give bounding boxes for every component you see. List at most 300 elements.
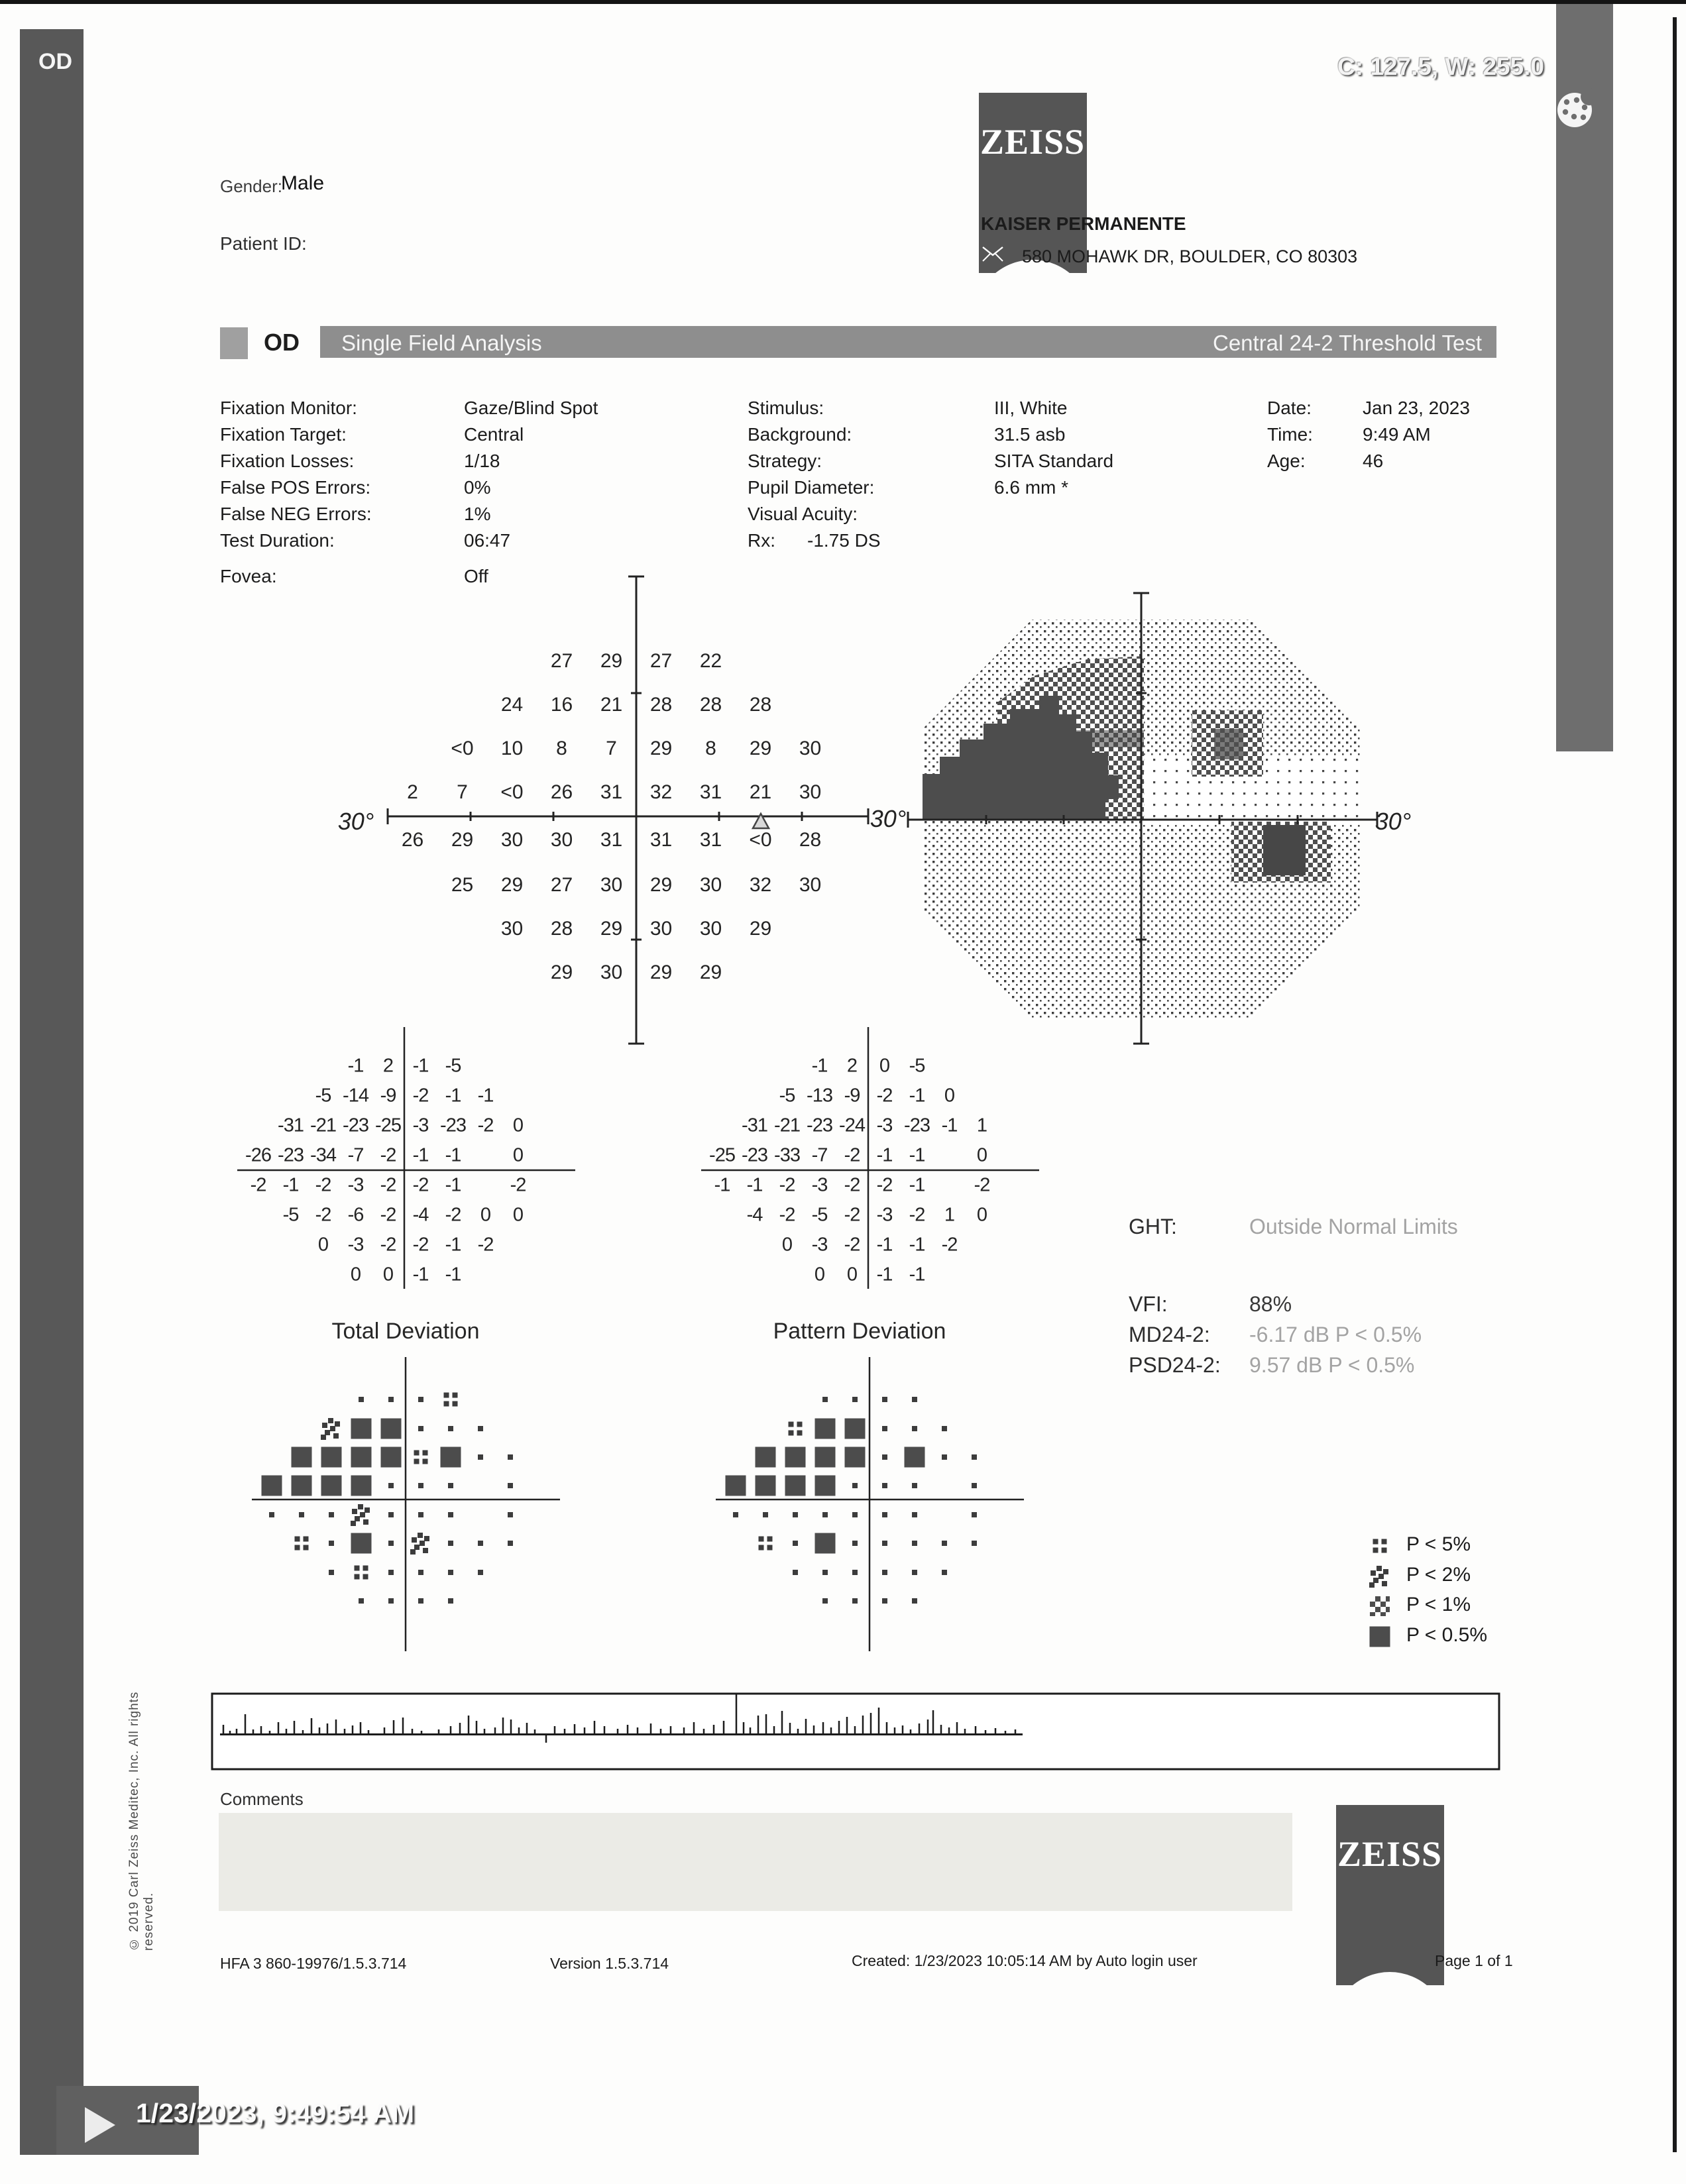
param-label: Rx: [748, 530, 775, 551]
total-deviation-value: -26 [245, 1144, 271, 1166]
td-prob-symbol-d [478, 1570, 483, 1575]
pattern-deviation-value: -23 [904, 1115, 930, 1136]
threshold-value: 8 [556, 737, 567, 759]
pd-prob-symbol-p05 [815, 1533, 835, 1554]
td-prob-symbol-p05 [351, 1419, 371, 1439]
pd-prob-symbol-d [822, 1598, 828, 1604]
status-bar-timestamp[interactable]: 1/23/2023, 9:49:54 AM [136, 2098, 415, 2128]
param-value: Off [464, 566, 488, 586]
td-prob-symbol-p5 [443, 1393, 457, 1407]
pattern-deviation-value: -24 [839, 1115, 865, 1136]
pd-prob-symbol-d [912, 1570, 917, 1575]
total-deviation-value: -2 [315, 1174, 331, 1196]
total-deviation-value: -4 [412, 1204, 429, 1226]
td-prob-symbol-d [388, 1570, 394, 1575]
pd-prob-symbol-d [822, 1570, 828, 1575]
pattern-deviation-value: -5 [811, 1204, 828, 1226]
threshold-value: 31 [600, 829, 623, 851]
pattern-deviation-value: -2 [941, 1234, 958, 1256]
pd-prob-symbol-p05 [815, 1476, 835, 1496]
threshold-value: <0 [500, 781, 524, 803]
td-prob-symbol-d [508, 1541, 513, 1546]
pd-prob-symbol-p05 [755, 1476, 775, 1496]
eye-corner-label: OD [38, 49, 72, 74]
td-prob-symbol-p05 [321, 1447, 341, 1468]
total-deviation-value: 0 [480, 1204, 491, 1226]
pattern-deviation-value: 0 [781, 1234, 793, 1256]
pd-prob-symbol-d [822, 1512, 828, 1517]
pattern-deviation-value: -2 [876, 1174, 893, 1196]
pd-prob-symbol-d [912, 1512, 917, 1517]
threshold-value: 29 [600, 650, 623, 672]
pd-prob-symbol-d [972, 1454, 977, 1460]
param-label: Fixation Target: [220, 424, 347, 445]
td-prob-symbol-d [418, 1397, 423, 1402]
pattern-deviation-value: -1 [811, 1055, 828, 1077]
td-prob-symbol-d [448, 1570, 453, 1575]
td-prob-symbol-d [388, 1397, 394, 1402]
pattern-deviation-value: -31 [742, 1115, 767, 1136]
pd-prob-symbol-d [882, 1598, 887, 1604]
td-prob-symbol-d [418, 1570, 423, 1575]
pd-prob-symbol-d [822, 1397, 828, 1402]
threshold-value: 30 [799, 737, 822, 759]
threshold-value: 31 [699, 781, 722, 803]
legend-symbol-p2 [1369, 1566, 1390, 1587]
threshold-value: 25 [451, 874, 474, 896]
td-prob-symbol-d [388, 1598, 394, 1604]
legend-label: P < 2% [1406, 1564, 1471, 1586]
threshold-value: 29 [749, 918, 772, 940]
total-deviation-value: -21 [310, 1115, 336, 1136]
td-prob-symbol-p2 [321, 1418, 342, 1439]
pattern-deviation-value: -2 [844, 1174, 860, 1196]
param-label: Age: [1267, 451, 1306, 471]
pattern-deviation-value: -1 [746, 1174, 763, 1196]
total-deviation-value: -9 [380, 1085, 396, 1107]
param-label: Date: [1267, 398, 1312, 418]
param-value: Jan 23, 2023 [1363, 398, 1470, 418]
td-prob-symbol-d [359, 1397, 364, 1402]
td-prob-symbol-d [448, 1598, 453, 1604]
threshold-value: 30 [500, 918, 524, 940]
param-value: 31.5 asb [994, 424, 1066, 445]
threshold-value: 30 [550, 829, 573, 851]
pattern-deviation-value: -2 [844, 1204, 860, 1226]
param-label: False NEG Errors: [220, 504, 372, 524]
pattern-deviation-value: 0 [976, 1204, 987, 1226]
total-deviation-value: -3 [412, 1115, 429, 1136]
threshold-value: 7 [606, 737, 617, 759]
td-prob-symbol-p05 [351, 1533, 371, 1554]
param-value: 1/18 [464, 451, 500, 471]
td-prob-symbol-d [448, 1483, 453, 1488]
param-value: 9:49 AM [1363, 424, 1431, 445]
td-prob-symbol-d [418, 1512, 423, 1517]
threshold-value: 31 [600, 781, 623, 803]
md-label: MD24-2: [1129, 1323, 1210, 1346]
pattern-deviation-value: -1 [876, 1234, 893, 1256]
header-eye-label: OD [264, 329, 300, 356]
total-deviation-value: -23 [343, 1115, 368, 1136]
pd-prob-symbol-p05 [815, 1447, 835, 1468]
total-deviation-value: -1 [445, 1174, 461, 1196]
pattern-deviation-value: -23 [742, 1144, 767, 1166]
td-prob-symbol-d [478, 1541, 483, 1546]
total-deviation-value: -23 [278, 1144, 304, 1166]
pd-prob-symbol-p05 [785, 1476, 805, 1496]
envelope-icon [982, 246, 1003, 262]
pattern-deviation-value: -1 [941, 1115, 958, 1136]
axis-30deg-label-right: 30° [1375, 808, 1412, 835]
pattern-deviation-value: 1 [944, 1204, 955, 1226]
threshold-value: 10 [500, 737, 524, 759]
pattern-deviation-value: -7 [811, 1144, 828, 1166]
comments-box [219, 1813, 1292, 1911]
total-deviation-value: -34 [310, 1144, 336, 1166]
threshold-value: 28 [550, 918, 573, 940]
td-prob-symbol-d [359, 1598, 364, 1604]
pattern-deviation-value: -1 [909, 1234, 925, 1256]
pd-prob-symbol-p05 [844, 1419, 865, 1439]
total-deviation-value: 0 [512, 1204, 524, 1226]
total-deviation-value: -2 [380, 1144, 396, 1166]
total-deviation-value: -1 [445, 1264, 461, 1285]
gender-value: Male [281, 172, 325, 194]
threshold-value: 29 [749, 737, 772, 759]
total-deviation-value: -2 [412, 1174, 429, 1196]
total-deviation-value: 0 [512, 1115, 524, 1136]
pattern-deviation-value: 0 [879, 1055, 890, 1077]
total-deviation-value: -1 [412, 1144, 429, 1166]
param-label: Fixation Losses: [220, 451, 355, 471]
pattern-deviation-title: Pattern Deviation [773, 1319, 946, 1344]
pd-prob-symbol-d [972, 1483, 977, 1488]
total-deviation-value: -5 [282, 1204, 299, 1226]
threshold-value: 30 [699, 874, 722, 896]
threshold-value: 30 [799, 874, 822, 896]
total-deviation-value: -2 [380, 1204, 396, 1226]
total-deviation-value: -1 [412, 1055, 429, 1077]
total-deviation-value: 0 [350, 1264, 361, 1285]
total-deviation-value: -2 [477, 1234, 494, 1256]
td-prob-symbol-p5 [294, 1537, 308, 1551]
header-accent-square [220, 327, 248, 359]
td-prob-symbol-p05 [440, 1447, 461, 1468]
pattern-deviation-value: 0 [976, 1144, 987, 1166]
td-prob-symbol-d [388, 1541, 394, 1546]
pattern-deviation-value: -3 [876, 1204, 893, 1226]
td-prob-symbol-d [329, 1512, 334, 1517]
threshold-value: 24 [500, 694, 524, 716]
pattern-deviation-value: 1 [976, 1115, 987, 1136]
pd-prob-symbol-d [912, 1426, 917, 1431]
threshold-value: 32 [649, 781, 673, 803]
pattern-deviation-value: -2 [844, 1144, 860, 1166]
vfi-value: 88% [1249, 1292, 1292, 1316]
threshold-value: 30 [600, 874, 623, 896]
zeiss-logo-top-text: ZEISS [980, 122, 1086, 162]
pattern-deviation-value: -1 [876, 1264, 893, 1285]
threshold-value: 30 [649, 918, 673, 940]
zeiss-logo-bottom-text: ZEISS [1337, 1834, 1443, 1874]
param-label: Strategy: [748, 451, 822, 471]
total-deviation-value: -6 [347, 1204, 364, 1226]
threshold-value: 29 [649, 961, 673, 983]
param-label: Pupil Diameter: [748, 477, 875, 498]
pd-prob-symbol-p05 [904, 1447, 925, 1468]
threshold-value: 29 [649, 737, 673, 759]
threshold-value: 30 [500, 829, 524, 851]
threshold-value: 29 [451, 829, 474, 851]
footer-page-number: Page 1 of 1 [1435, 1952, 1513, 1969]
td-prob-symbol-d [508, 1454, 513, 1460]
right-border-line [1673, 17, 1677, 2152]
pattern-deviation-value: -3 [876, 1115, 893, 1136]
legend-symbol-p05 [1370, 1627, 1390, 1647]
param-value: 1% [464, 504, 491, 524]
total-deviation-value: -1 [445, 1234, 461, 1256]
param-value: -1.75 DS [807, 530, 881, 551]
total-deviation-value: -1 [347, 1055, 364, 1077]
total-deviation-value: -1 [445, 1144, 461, 1166]
pattern-deviation-value: 0 [846, 1264, 858, 1285]
td-prob-symbol-d [508, 1512, 513, 1517]
total-deviation-value: -1 [412, 1264, 429, 1285]
pd-prob-symbol-d [852, 1541, 858, 1546]
pd-prob-symbol-d [882, 1397, 887, 1402]
total-deviation-value: -2 [380, 1234, 396, 1256]
pd-prob-symbol-d [852, 1598, 858, 1604]
param-label: False POS Errors: [220, 477, 371, 498]
td-prob-symbol-d [478, 1454, 483, 1460]
threshold-value: 31 [699, 829, 722, 851]
pd-prob-symbol-d [793, 1570, 798, 1575]
param-value: Central [464, 424, 524, 445]
psd-value: 9.57 dB P < 0.5% [1249, 1353, 1415, 1377]
td-prob-symbol-p2 [351, 1504, 372, 1525]
pattern-deviation-value: -1 [909, 1174, 925, 1196]
td-prob-symbol-p05 [380, 1419, 401, 1439]
pd-prob-symbol-d [942, 1570, 947, 1575]
threshold-value: <0 [451, 737, 474, 759]
pd-prob-symbol-d [793, 1541, 798, 1546]
threshold-value: 29 [649, 874, 673, 896]
param-value: Gaze/Blind Spot [464, 398, 598, 418]
pd-prob-symbol-d [882, 1541, 887, 1546]
pd-prob-symbol-p05 [844, 1447, 865, 1468]
pd-prob-symbol-d [912, 1397, 917, 1402]
threshold-plot-axes [388, 576, 868, 1044]
td-prob-symbol-d [448, 1541, 453, 1546]
total-deviation-value: -1 [282, 1174, 299, 1196]
param-value: 6.6 mm * [994, 477, 1069, 498]
threshold-value: 27 [550, 874, 573, 896]
td-prob-symbol-d [448, 1426, 453, 1431]
param-label: Fixation Monitor: [220, 398, 357, 418]
total-deviation-value: -5 [445, 1055, 461, 1077]
threshold-value: 28 [749, 694, 772, 716]
total-deviation-value: -31 [278, 1115, 304, 1136]
pd-prob-symbol-d [852, 1483, 858, 1488]
param-value: 46 [1363, 451, 1384, 471]
vfi-label: VFI: [1129, 1292, 1168, 1316]
param-label: Visual Acuity: [748, 504, 858, 524]
pd-prob-symbol-d [912, 1541, 917, 1546]
pattern-deviation-value: -2 [876, 1085, 893, 1107]
pattern-deviation-value: -23 [807, 1115, 832, 1136]
top-border-line [0, 0, 1686, 4]
threshold-value: 26 [401, 829, 424, 851]
test-name: Central 24-2 Threshold Test [1212, 331, 1482, 355]
pattern-deviation-value: -1 [876, 1144, 893, 1166]
pattern-deviation-value: -3 [811, 1234, 828, 1256]
grayscale-plot [908, 593, 1377, 1044]
pattern-deviation-value: -1 [714, 1174, 730, 1196]
pattern-deviation-value: -2 [974, 1174, 990, 1196]
legend-label: P < 5% [1406, 1533, 1471, 1555]
patient-id-label: Patient ID: [220, 233, 307, 254]
psd-label: PSD24-2: [1129, 1353, 1221, 1377]
pattern-deviation-prob-axes [716, 1357, 1024, 1651]
total-deviation-value: -14 [343, 1085, 368, 1107]
threshold-value: 28 [649, 694, 673, 716]
total-deviation-value: 2 [382, 1055, 394, 1077]
pd-prob-symbol-p5 [788, 1422, 802, 1436]
total-deviation-value: -2 [250, 1174, 266, 1196]
pattern-deviation-value: -2 [779, 1204, 795, 1226]
td-prob-symbol-p05 [291, 1476, 311, 1496]
pattern-deviation-value: -33 [774, 1144, 800, 1166]
pd-prob-symbol-d [852, 1397, 858, 1402]
td-prob-symbol-d [329, 1541, 334, 1546]
pattern-deviation-value: 0 [814, 1264, 825, 1285]
total-deviation-value: -2 [445, 1204, 461, 1226]
td-prob-symbol-p05 [291, 1447, 311, 1468]
footer-version: Version 1.5.3.714 [550, 1955, 669, 1972]
pd-prob-symbol-d [882, 1454, 887, 1460]
total-deviation-prob-axes [252, 1357, 560, 1651]
td-prob-symbol-p05 [351, 1447, 371, 1468]
threshold-value: 7 [457, 781, 468, 803]
ght-value: Outside Normal Limits [1249, 1215, 1458, 1238]
td-prob-symbol-p05 [321, 1476, 341, 1496]
pattern-deviation-value: -13 [807, 1085, 832, 1107]
param-label: Background: [748, 424, 852, 445]
td-prob-symbol-p5 [414, 1450, 427, 1464]
total-deviation-value: -3 [347, 1234, 364, 1256]
total-deviation-value: -7 [347, 1144, 364, 1166]
total-deviation-value: -2 [412, 1085, 429, 1107]
facility-name: KAISER PERMANENTE [981, 213, 1186, 234]
threshold-value: 22 [699, 650, 722, 672]
pd-prob-symbol-d [942, 1454, 947, 1460]
left-edge-strip [20, 29, 84, 2155]
threshold-value: 21 [749, 781, 772, 803]
td-prob-symbol-d [329, 1570, 334, 1575]
pd-prob-symbol-d [882, 1512, 887, 1517]
threshold-value: 29 [550, 961, 573, 983]
pd-prob-symbol-d [793, 1512, 798, 1517]
td-prob-symbol-d [388, 1483, 394, 1488]
legend-label: P < 0.5% [1406, 1624, 1488, 1646]
md-value: -6.17 dB P < 0.5% [1249, 1323, 1422, 1346]
footer-created: Created: 1/23/2023 10:05:14 AM by Auto login user [852, 1952, 1198, 1969]
param-value: 06:47 [464, 530, 511, 551]
report-title: Single Field Analysis [341, 331, 542, 355]
pd-prob-symbol-d [912, 1483, 917, 1488]
pattern-deviation-value: -25 [709, 1144, 735, 1166]
pattern-deviation-value: -2 [779, 1174, 795, 1196]
pd-prob-symbol-p05 [755, 1447, 775, 1468]
threshold-value: 16 [550, 694, 573, 716]
total-deviation-value: -23 [440, 1115, 466, 1136]
pattern-deviation-value: 0 [944, 1085, 955, 1107]
pd-prob-symbol-d [972, 1512, 977, 1517]
pd-prob-symbol-d [852, 1512, 858, 1517]
legend-symbol-p1 [1370, 1596, 1390, 1616]
param-value: III, White [994, 398, 1068, 418]
pattern-deviation-value: 2 [846, 1055, 858, 1077]
threshold-value: 26 [550, 781, 573, 803]
threshold-value: 30 [699, 918, 722, 940]
pd-prob-symbol-d [942, 1426, 947, 1431]
pattern-deviation-value: -4 [746, 1204, 763, 1226]
comments-label: Comments [220, 1789, 304, 1809]
total-deviation-value: -2 [412, 1234, 429, 1256]
total-deviation-value: -2 [380, 1174, 396, 1196]
td-prob-symbol-d [418, 1426, 423, 1431]
axis-30deg-label-middle: 30° [870, 805, 907, 832]
ght-label: GHT: [1129, 1215, 1177, 1238]
pattern-deviation-value: -1 [909, 1144, 925, 1166]
threshold-value: 27 [649, 650, 673, 672]
threshold-value: 8 [705, 737, 716, 759]
threshold-value: 31 [649, 829, 673, 851]
copyright-vertical-text: © 2019 Carl Zeiss Meditec, Inc. All rights reserved. [127, 1691, 156, 1951]
total-deviation-value: -5 [315, 1085, 331, 1107]
pd-prob-symbol-d [763, 1512, 768, 1517]
total-deviation-value: 0 [512, 1144, 524, 1166]
total-deviation-value: 0 [382, 1264, 394, 1285]
threshold-value: 30 [600, 961, 623, 983]
pd-prob-symbol-p05 [785, 1447, 805, 1468]
pattern-deviation-value: -3 [811, 1174, 828, 1196]
pattern-deviation-value: -21 [774, 1115, 800, 1136]
td-prob-symbol-p5 [354, 1566, 368, 1580]
gender-label: Gender: [220, 176, 282, 196]
total-deviation-value: -2 [510, 1174, 526, 1196]
threshold-value: 32 [749, 874, 772, 896]
td-prob-symbol-p05 [261, 1476, 282, 1496]
param-label: Test Duration: [220, 530, 335, 551]
total-deviation-title: Total Deviation [331, 1319, 480, 1344]
gaze-tracking-chart [212, 1693, 1499, 1769]
threshold-value: 2 [407, 781, 418, 803]
total-deviation-value: -3 [347, 1174, 364, 1196]
td-prob-symbol-d [448, 1512, 453, 1517]
pd-prob-symbol-p05 [815, 1419, 835, 1439]
threshold-value: 21 [600, 694, 623, 716]
pd-prob-symbol-p5 [758, 1537, 772, 1551]
threshold-value: 29 [600, 918, 623, 940]
total-deviation-value: -2 [477, 1115, 494, 1136]
td-prob-symbol-d [508, 1483, 513, 1488]
total-deviation-value: -2 [315, 1204, 331, 1226]
facility-address: 580 MOHAWK DR, BOULDER, CO 80303 [1022, 246, 1358, 266]
pattern-deviation-value: -1 [909, 1264, 925, 1285]
td-prob-symbol-d [418, 1483, 423, 1488]
